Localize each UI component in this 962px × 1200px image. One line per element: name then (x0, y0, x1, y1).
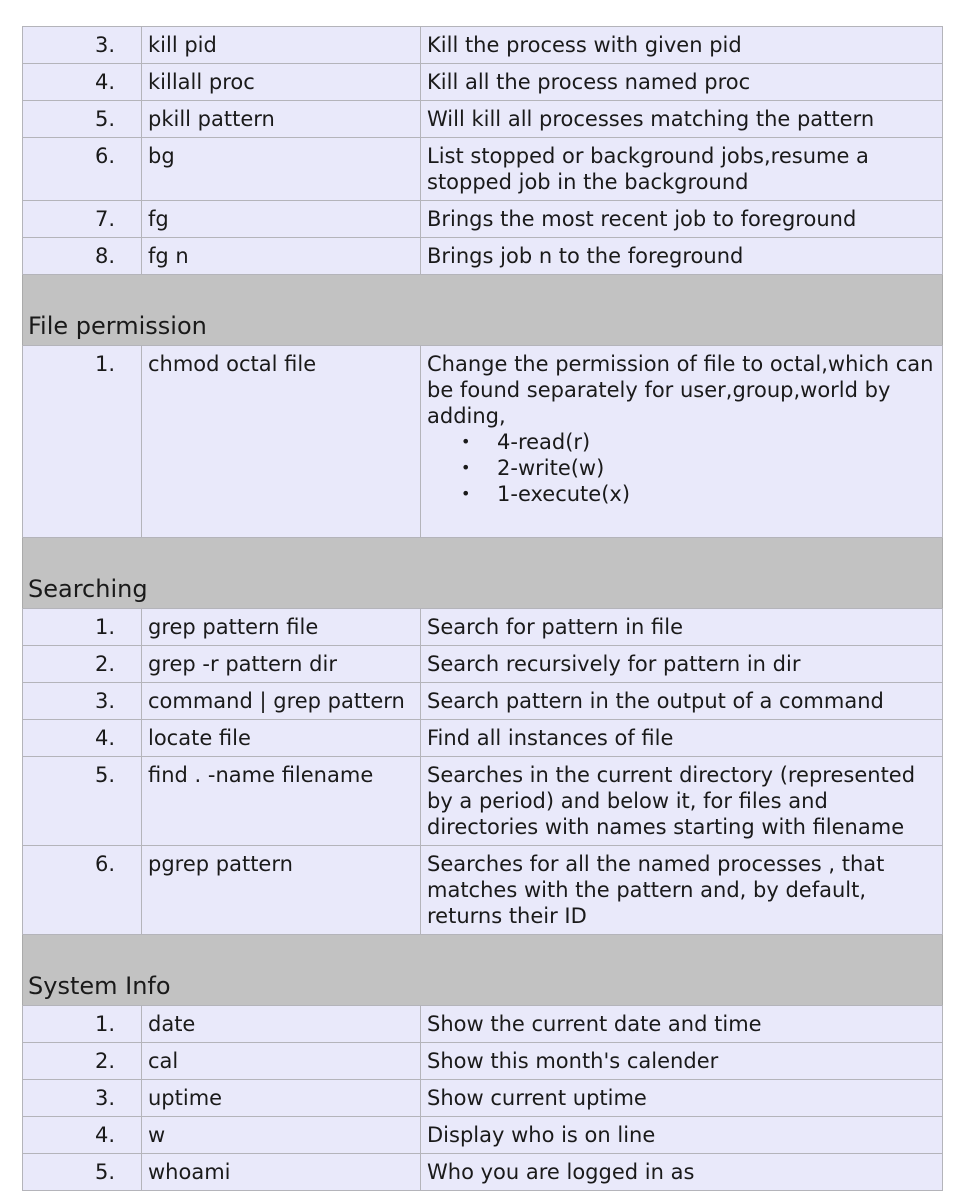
section-header (22, 275, 943, 345)
description-text: Show the current date and time (427, 1012, 762, 1036)
command-cell: killall proc (142, 64, 421, 101)
table-row (23, 1080, 943, 1117)
description-text: Show current uptime (427, 1086, 647, 1110)
command-reference-document (22, 26, 943, 1191)
section-header (22, 935, 943, 1005)
description-text: Will kill all processes matching the pattern (427, 107, 875, 131)
description-cell (421, 1006, 943, 1043)
description-cell (421, 346, 943, 538)
description-cell (421, 27, 943, 64)
section-title: Searching (28, 575, 148, 603)
command-table (22, 608, 943, 935)
row-number: 3. (23, 1080, 142, 1117)
row-number: 2. (23, 1043, 142, 1080)
description-text: Brings the most recent job to foreground (427, 207, 857, 231)
description-cell (421, 720, 943, 757)
description-text: Search recursively for pattern in dir (427, 652, 801, 676)
description-cell (421, 609, 943, 646)
command-cell: grep pattern file (142, 609, 421, 646)
table-row (23, 846, 943, 935)
table-row (23, 27, 943, 64)
command-table (22, 1005, 943, 1191)
row-number: 8. (23, 238, 142, 275)
table-row (23, 64, 943, 101)
command-cell: fg (142, 201, 421, 238)
row-number: 2. (23, 646, 142, 683)
description-cell (421, 238, 943, 275)
row-number: 6. (23, 846, 142, 935)
description-text: List stopped or background jobs,resume a stopped job in the background (427, 144, 869, 194)
row-number: 5. (23, 1154, 142, 1191)
description-cell (421, 683, 943, 720)
row-number: 7. (23, 201, 142, 238)
table-row (23, 1043, 943, 1080)
row-number: 3. (23, 27, 142, 64)
description-text: Searches for all the named processes , that matches with the pattern and, by default, returns their ID (427, 852, 885, 928)
description-text: Search pattern in the output of a command (427, 689, 884, 713)
command-cell: command | grep pattern (142, 683, 421, 720)
table-row (23, 646, 943, 683)
table-row (23, 101, 943, 138)
table-row (23, 201, 943, 238)
table-row (23, 683, 943, 720)
description-cell (421, 1080, 943, 1117)
table-row (23, 757, 943, 846)
command-cell: cal (142, 1043, 421, 1080)
table-row (23, 138, 943, 201)
row-number: 6. (23, 138, 142, 201)
description-text: Brings job n to the foreground (427, 244, 744, 268)
description-cell (421, 646, 943, 683)
description-text: Show this month's calender (427, 1049, 719, 1073)
bullet-item: • 2-write(w) (461, 455, 936, 481)
bullet-item: • 4-read(r) (461, 429, 936, 455)
command-table (22, 26, 943, 275)
description-text: Who you are logged in as (427, 1160, 695, 1184)
description-text: Kill the process with given pid (427, 33, 742, 57)
description-text: Searches in the current directory (represented by a period) and below it, for files and directories with names starting with filename (427, 763, 916, 839)
command-cell: date (142, 1006, 421, 1043)
row-number: 4. (23, 720, 142, 757)
table-row (23, 238, 943, 275)
description-cell (421, 846, 943, 935)
description-cell (421, 1154, 943, 1191)
command-cell: locate file (142, 720, 421, 757)
table-row (23, 1006, 943, 1043)
description-text: Search for pattern in file (427, 615, 684, 639)
description-cell (421, 101, 943, 138)
description-text: Change the permission of file to octal,which can be found separately for user,group,world by adding, (427, 352, 934, 428)
description-text: Find all instances of file (427, 726, 674, 750)
section-title: System Info (28, 972, 171, 1000)
command-cell: chmod octal file (142, 346, 421, 538)
command-cell: bg (142, 138, 421, 201)
command-cell: fg n (142, 238, 421, 275)
command-cell: kill pid (142, 27, 421, 64)
description-text: Kill all the process named proc (427, 70, 751, 94)
description-cell (421, 757, 943, 846)
description-text: Display who is on line (427, 1123, 656, 1147)
description-cell (421, 64, 943, 101)
section-header (22, 538, 943, 608)
table-row (23, 609, 943, 646)
table-row (23, 346, 943, 538)
command-table (22, 345, 943, 538)
description-cell (421, 1043, 943, 1080)
row-number: 1. (23, 346, 142, 538)
table-row (23, 1154, 943, 1191)
row-number: 4. (23, 1117, 142, 1154)
command-cell: find . -name filename (142, 757, 421, 846)
command-cell: pkill pattern (142, 101, 421, 138)
row-number: 1. (23, 609, 142, 646)
description-cell (421, 201, 943, 238)
command-cell: grep -r pattern dir (142, 646, 421, 683)
description-cell (421, 1117, 943, 1154)
row-number: 1. (23, 1006, 142, 1043)
table-row (23, 720, 943, 757)
row-number: 4. (23, 64, 142, 101)
command-cell: uptime (142, 1080, 421, 1117)
permission-bullet-list (427, 429, 936, 507)
row-number: 5. (23, 757, 142, 846)
bullet-item: • 1-execute(x) (461, 481, 936, 507)
description-cell (421, 138, 943, 201)
command-cell: pgrep pattern (142, 846, 421, 935)
command-cell: w (142, 1117, 421, 1154)
command-cell: whoami (142, 1154, 421, 1191)
section-title: File permission (28, 312, 207, 340)
row-number: 5. (23, 101, 142, 138)
table-row (23, 1117, 943, 1154)
row-number: 3. (23, 683, 142, 720)
